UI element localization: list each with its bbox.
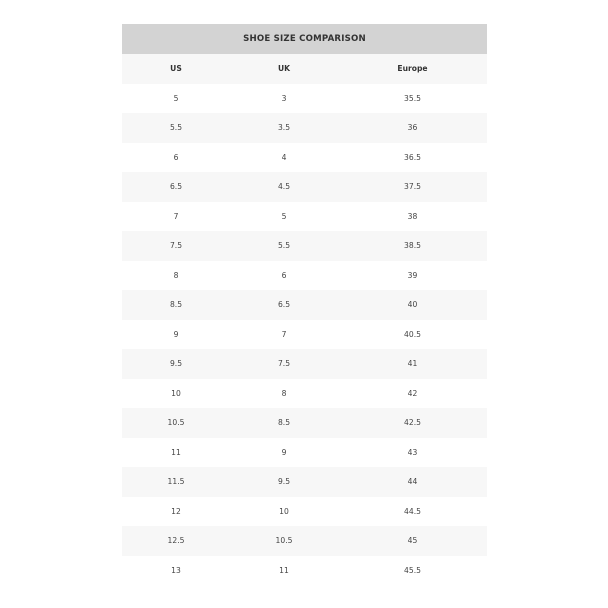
cell-uk: 8 — [230, 379, 338, 409]
cell-uk: 9 — [230, 438, 338, 468]
table-row — [122, 172, 487, 202]
cell-europe: 41 — [338, 349, 487, 379]
table-row — [122, 556, 487, 586]
cell-us: 11 — [122, 438, 230, 468]
cell-us: 10.5 — [122, 408, 230, 438]
cell-us: 8 — [122, 261, 230, 291]
table-row — [122, 113, 487, 143]
cell-uk: 3 — [230, 84, 338, 114]
cell-us: 6 — [122, 143, 230, 173]
cell-uk: 5 — [230, 202, 338, 232]
cell-uk: 4.5 — [230, 172, 338, 202]
table-row — [122, 408, 487, 438]
cell-us: 9.5 — [122, 349, 230, 379]
cell-uk: 6.5 — [230, 290, 338, 320]
table-row — [122, 379, 487, 409]
cell-europe: 39 — [338, 261, 487, 291]
cell-us: 5.5 — [122, 113, 230, 143]
table-row — [122, 202, 487, 232]
cell-europe: 38.5 — [338, 231, 487, 261]
cell-europe: 45 — [338, 526, 487, 556]
table-row — [122, 320, 487, 350]
table-row — [122, 261, 487, 291]
table-header-row — [122, 54, 487, 84]
table-title-row — [122, 24, 487, 54]
cell-uk: 5.5 — [230, 231, 338, 261]
cell-uk: 4 — [230, 143, 338, 173]
cell-us: 9 — [122, 320, 230, 350]
cell-uk: 10.5 — [230, 526, 338, 556]
cell-europe: 42 — [338, 379, 487, 409]
table-row — [122, 231, 487, 261]
cell-uk: 10 — [230, 497, 338, 527]
cell-europe: 44 — [338, 467, 487, 497]
cell-uk: 3.5 — [230, 113, 338, 143]
cell-europe: 43 — [338, 438, 487, 468]
cell-europe: 40.5 — [338, 320, 487, 350]
table-row — [122, 84, 487, 114]
column-header-uk: UK — [230, 54, 338, 84]
table-row — [122, 438, 487, 468]
cell-uk: 7 — [230, 320, 338, 350]
cell-uk: 6 — [230, 261, 338, 291]
table-row — [122, 526, 487, 556]
cell-us: 12 — [122, 497, 230, 527]
shoe-size-table-container — [122, 24, 487, 585]
cell-uk: 7.5 — [230, 349, 338, 379]
cell-us: 11.5 — [122, 467, 230, 497]
cell-europe: 37.5 — [338, 172, 487, 202]
cell-us: 10 — [122, 379, 230, 409]
cell-uk: 8.5 — [230, 408, 338, 438]
column-header-us: US — [122, 54, 230, 84]
cell-us: 5 — [122, 84, 230, 114]
shoe-size-table — [122, 24, 487, 585]
table-row — [122, 143, 487, 173]
cell-europe: 44.5 — [338, 497, 487, 527]
column-header-europe: Europe — [338, 54, 487, 84]
cell-us: 12.5 — [122, 526, 230, 556]
cell-europe: 36.5 — [338, 143, 487, 173]
cell-europe: 40 — [338, 290, 487, 320]
table-title: SHOE SIZE COMPARISON — [122, 24, 487, 54]
cell-us: 13 — [122, 556, 230, 586]
cell-us: 6.5 — [122, 172, 230, 202]
table-row — [122, 497, 487, 527]
table-row — [122, 349, 487, 379]
cell-europe: 42.5 — [338, 408, 487, 438]
table-row — [122, 467, 487, 497]
cell-europe: 45.5 — [338, 556, 487, 586]
cell-us: 7 — [122, 202, 230, 232]
cell-uk: 9.5 — [230, 467, 338, 497]
table-row — [122, 290, 487, 320]
cell-uk: 11 — [230, 556, 338, 586]
cell-us: 8.5 — [122, 290, 230, 320]
cell-europe: 36 — [338, 113, 487, 143]
cell-us: 7.5 — [122, 231, 230, 261]
table-body — [122, 84, 487, 586]
cell-europe: 35.5 — [338, 84, 487, 114]
cell-europe: 38 — [338, 202, 487, 232]
